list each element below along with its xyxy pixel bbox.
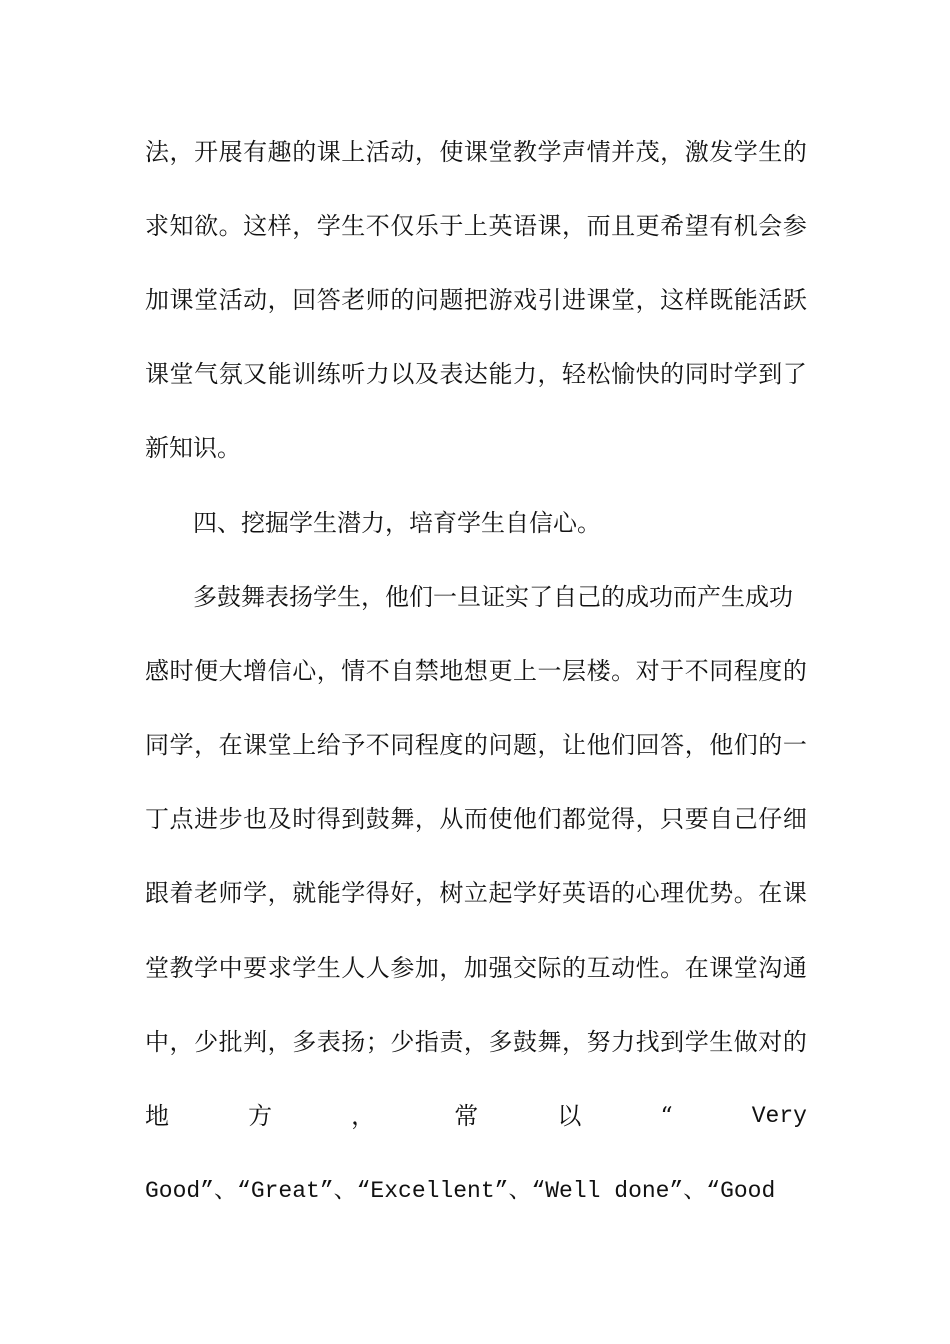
glyph: 时 (709, 360, 734, 388)
glyph: 轻 (562, 360, 587, 388)
glyph: 给 (316, 731, 341, 759)
glyph: 们 (611, 731, 636, 759)
glyph: 发 (709, 138, 734, 166)
glyph: 性 (635, 954, 660, 982)
glyph: 气 (194, 360, 219, 388)
paragraph-line (145, 285, 807, 315)
glyph: 参 (782, 212, 807, 240)
glyph: ， (439, 954, 464, 982)
glyph: 游 (488, 286, 513, 314)
glyph: 有 (243, 138, 268, 166)
glyph: 势 (709, 879, 734, 907)
glyph: 于 (439, 212, 464, 240)
glyph: 动 (611, 954, 636, 982)
glyph: 堂 (267, 731, 292, 759)
glyph: 。 (611, 657, 636, 685)
glyph: 的 (611, 879, 636, 907)
glyph: 细 (782, 805, 807, 833)
glyph: 责 (439, 1028, 464, 1056)
glyph: 生 (758, 138, 783, 166)
glyph: 人 (365, 954, 390, 982)
glyph: 课 (463, 138, 488, 166)
glyph: 加 (463, 954, 488, 982)
glyph: 大 (218, 657, 243, 685)
glyph: 展 (218, 138, 243, 166)
glyph: 进 (194, 805, 219, 833)
glyph: 理 (660, 879, 685, 907)
glyph: 语 (586, 879, 611, 907)
glyph: 而 (463, 805, 488, 833)
heading-text: 四、挖掘学生潜力，培育学生自信心。 (193, 509, 601, 537)
glyph: 同 (684, 360, 709, 388)
glyph: 着 (169, 879, 194, 907)
glyph: 好 (390, 879, 415, 907)
glyph: 同 (390, 731, 415, 759)
glyph: 氛 (218, 360, 243, 388)
glyph: 愉 (611, 360, 636, 388)
glyph: 能 (488, 360, 513, 388)
glyph: 力 (365, 360, 390, 388)
glyph: 通 (782, 954, 807, 982)
paragraph-line (145, 804, 807, 834)
glyph: 予 (341, 731, 366, 759)
glyph: 课 (586, 286, 611, 314)
glyph: 引 (537, 286, 562, 314)
glyph: 的 (782, 138, 807, 166)
glyph: 样 (684, 286, 709, 314)
glyph: 程 (414, 731, 439, 759)
glyph: 及 (267, 805, 292, 833)
paragraph-line (145, 730, 807, 760)
glyph: 能 (316, 879, 341, 907)
glyph: 答 (316, 286, 341, 314)
paragraph-first-line (193, 582, 855, 612)
glyph: ， (414, 805, 439, 833)
glyph: 少 (390, 1028, 415, 1056)
spread-line (145, 1101, 807, 1131)
glyph: 能 (267, 360, 292, 388)
glyph: 加 (145, 286, 169, 314)
glyph: 只 (660, 805, 685, 833)
glyph: 法 (145, 138, 169, 166)
glyph: 也 (243, 805, 268, 833)
glyph: 加 (414, 954, 439, 982)
glyph: 既 (709, 286, 734, 314)
line-text: 多鼓舞表扬学生，他们一旦证实了自己的成功而产生成功 (193, 583, 793, 611)
glyph: 程 (733, 657, 758, 685)
glyph: 更 (635, 212, 660, 240)
glyph: 堂 (611, 286, 636, 314)
word: 常 (454, 1102, 479, 1130)
glyph: 舞 (390, 805, 415, 833)
glyph: 了 (782, 360, 807, 388)
glyph: ， (635, 805, 660, 833)
glyph: 这 (660, 286, 685, 314)
glyph: 要 (684, 805, 709, 833)
glyph: 答 (660, 731, 685, 759)
glyph: 课 (709, 954, 734, 982)
glyph: 扬 (341, 1028, 366, 1056)
glyph: 立 (463, 879, 488, 907)
glyph: 更 (488, 657, 513, 685)
glyph: 优 (684, 879, 709, 907)
word: ， (351, 1102, 376, 1130)
glyph: 找 (635, 1028, 660, 1056)
glyph: 听 (341, 360, 366, 388)
glyph: 得 (611, 805, 636, 833)
glyph: 乐 (414, 212, 439, 240)
glyph: 活 (218, 286, 243, 314)
glyph: 得 (316, 805, 341, 833)
glyph: 问 (414, 286, 439, 314)
glyph: 跟 (145, 879, 169, 907)
glyph: 让 (562, 731, 587, 759)
glyph: ， (562, 212, 587, 240)
glyph: 批 (218, 1028, 243, 1056)
glyph: 达 (463, 360, 488, 388)
glyph: 的 (292, 138, 317, 166)
glyph: 自 (709, 805, 734, 833)
glyph: ， (414, 138, 439, 166)
glyph: 就 (292, 879, 317, 907)
glyph: 他 (586, 731, 611, 759)
glyph: 强 (488, 954, 513, 982)
glyph: 度 (758, 657, 783, 685)
glyph: 的 (782, 657, 807, 685)
glyph: 上 (463, 212, 488, 240)
glyph: 及 (414, 360, 439, 388)
paragraph-line (145, 878, 807, 908)
glyph: 丁 (145, 805, 169, 833)
glyph: 的 (660, 360, 685, 388)
paragraph-line (145, 211, 807, 241)
glyph: 堂 (194, 286, 219, 314)
glyph: ， (537, 360, 562, 388)
glyph: 希 (660, 212, 685, 240)
glyph: 教 (169, 954, 194, 982)
glyph: 层 (562, 657, 587, 685)
line-text: Good”、“Great”、“Excellent”、“Well done”、“Good (145, 1178, 776, 1204)
glyph: 激 (684, 138, 709, 166)
glyph: 动 (243, 286, 268, 314)
glyph: 信 (267, 657, 292, 685)
glyph: 生 (316, 954, 341, 982)
paragraph-line (145, 1027, 807, 1057)
word: 方 (248, 1102, 273, 1130)
glyph: 老 (194, 879, 219, 907)
glyph: 欲 (194, 212, 219, 240)
glyph: 学 (512, 879, 537, 907)
glyph: 同 (145, 731, 169, 759)
glyph: 课 (782, 879, 807, 907)
glyph: 上 (512, 657, 537, 685)
glyph: 学 (733, 138, 758, 166)
glyph: 的 (463, 731, 488, 759)
glyph: 的 (758, 731, 783, 759)
glyph: 一 (782, 731, 807, 759)
glyph: 趣 (267, 138, 292, 166)
glyph: ， (537, 731, 562, 759)
glyph: 努 (586, 1028, 611, 1056)
glyph: 起 (488, 879, 513, 907)
glyph: 堂 (488, 138, 513, 166)
glyph: 在 (684, 954, 709, 982)
glyph: 题 (512, 731, 537, 759)
glyph: 表 (316, 1028, 341, 1056)
glyph: 语 (512, 212, 537, 240)
glyph: 英 (562, 879, 587, 907)
glyph: 在 (758, 879, 783, 907)
glyph: 己 (733, 805, 758, 833)
paragraph-line (145, 359, 807, 389)
glyph: 自 (390, 657, 415, 685)
glyph: 度 (439, 731, 464, 759)
paragraph-line (145, 137, 807, 167)
glyph: 并 (611, 138, 636, 166)
glyph: 的 (562, 954, 587, 982)
glyph: 于 (660, 657, 685, 685)
glyph: 有 (709, 212, 734, 240)
glyph: 练 (316, 360, 341, 388)
glyph: 回 (635, 731, 660, 759)
glyph: 上 (292, 731, 317, 759)
glyph: 堂 (145, 954, 169, 982)
glyph: 仔 (758, 805, 783, 833)
glyph: 跃 (782, 286, 807, 314)
glyph: 会 (758, 212, 783, 240)
glyph: 课 (243, 731, 268, 759)
glyph: 鼓 (365, 805, 390, 833)
glyph: 都 (562, 805, 587, 833)
glyph: ， (463, 1028, 488, 1056)
glyph: 学 (684, 1028, 709, 1056)
glyph: 活 (758, 286, 783, 314)
glyph: 互 (586, 954, 611, 982)
glyph: 训 (292, 360, 317, 388)
glyph: 鼓 (512, 1028, 537, 1056)
glyph: 又 (243, 360, 268, 388)
word: 地 (145, 1102, 169, 1130)
glyph: 松 (586, 360, 611, 388)
glyph: 心 (292, 657, 317, 685)
glyph: 在 (218, 731, 243, 759)
paragraph-line (145, 656, 807, 686)
glyph: 地 (439, 657, 464, 685)
glyph: 们 (733, 731, 758, 759)
glyph: 。 (660, 954, 685, 982)
glyph: 楼 (586, 657, 611, 685)
glyph: 的 (390, 286, 415, 314)
glyph: 中 (218, 954, 243, 982)
glyph: 戏 (512, 286, 537, 314)
glyph: ， (562, 1028, 587, 1056)
glyph: 把 (463, 286, 488, 314)
glyph: 不 (365, 731, 390, 759)
glyph: ， (635, 286, 660, 314)
glyph: 样 (267, 212, 292, 240)
glyph: 表 (439, 360, 464, 388)
glyph: 课 (169, 286, 194, 314)
glyph: 他 (709, 731, 734, 759)
glyph: 从 (439, 805, 464, 833)
glyph: ， (267, 879, 292, 907)
glyph: ， (169, 138, 194, 166)
glyph: 。 (218, 212, 243, 240)
glyph: 步 (218, 805, 243, 833)
glyph: 觉 (586, 805, 611, 833)
glyph: 交 (512, 954, 537, 982)
glyph: 机 (733, 212, 758, 240)
glyph: 而 (586, 212, 611, 240)
glyph: 课 (145, 360, 169, 388)
glyph: 学 (733, 360, 758, 388)
glyph: 力 (611, 1028, 636, 1056)
glyph: 沟 (758, 954, 783, 982)
glyph: 开 (194, 138, 219, 166)
glyph: 学 (341, 879, 366, 907)
glyph: 人 (341, 954, 366, 982)
glyph: 情 (341, 657, 366, 685)
paragraph-line (145, 433, 807, 463)
glyph: 得 (365, 879, 390, 907)
word: 以 (557, 1102, 582, 1130)
glyph: 少 (194, 1028, 219, 1056)
glyph: 以 (390, 360, 415, 388)
glyph: 堂 (169, 360, 194, 388)
glyph: 仅 (390, 212, 415, 240)
glyph: 一 (537, 657, 562, 685)
glyph: 力 (512, 360, 537, 388)
glyph: 能 (733, 286, 758, 314)
glyph: 判 (243, 1028, 268, 1056)
glyph: 且 (611, 212, 636, 240)
glyph: ， (169, 1028, 194, 1056)
glyph: 使 (439, 138, 464, 166)
glyph: 禁 (414, 657, 439, 685)
glyph: 学 (316, 212, 341, 240)
glyph: 动 (390, 138, 415, 166)
glyph: 不 (365, 657, 390, 685)
glyph: 快 (635, 360, 660, 388)
glyph: 到 (660, 1028, 685, 1056)
glyph: 回 (292, 286, 317, 314)
glyph: 求 (145, 212, 169, 240)
glyph: ， (684, 731, 709, 759)
glyph: 。 (733, 879, 758, 907)
glyph: 心 (635, 879, 660, 907)
glyph: 活 (365, 138, 390, 166)
glyph: 参 (390, 954, 415, 982)
glyph: 师 (218, 879, 243, 907)
glyph: 树 (439, 879, 464, 907)
glyph: 增 (243, 657, 268, 685)
glyph: ， (194, 731, 219, 759)
glyph: 茂 (635, 138, 660, 166)
glyph: 学 (292, 954, 317, 982)
glyph: 生 (709, 1028, 734, 1056)
glyph: 中 (145, 1028, 169, 1056)
glyph: 生 (341, 212, 366, 240)
glyph: 老 (341, 286, 366, 314)
glyph: ， (660, 138, 685, 166)
glyph: 好 (537, 879, 562, 907)
glyph: ， (267, 1028, 292, 1056)
glyph: 堂 (733, 954, 758, 982)
glyph: 便 (194, 657, 219, 685)
glyph: 知 (169, 212, 194, 240)
glyph: 他 (512, 805, 537, 833)
glyph: 们 (537, 805, 562, 833)
glyph: 不 (684, 657, 709, 685)
glyph: ， (267, 286, 292, 314)
glyph: 的 (782, 1028, 807, 1056)
line-text: 新知识。 (145, 434, 241, 462)
paragraph-line (145, 1176, 807, 1206)
glyph: 要 (243, 954, 268, 982)
paragraph-line (145, 953, 807, 983)
glyph: 课 (316, 138, 341, 166)
glyph: 对 (635, 657, 660, 685)
glyph: 问 (488, 731, 513, 759)
glyph: 不 (365, 212, 390, 240)
glyph: 做 (733, 1028, 758, 1056)
glyph: 时 (292, 805, 317, 833)
glyph: 求 (267, 954, 292, 982)
glyph: 学 (243, 879, 268, 907)
glyph: 点 (169, 805, 194, 833)
glyph: 学 (169, 731, 194, 759)
glyph: 进 (562, 286, 587, 314)
glyph: 多 (292, 1028, 317, 1056)
glyph: 多 (488, 1028, 513, 1056)
glyph: 上 (341, 138, 366, 166)
glyph: 情 (586, 138, 611, 166)
glyph: 学 (537, 138, 562, 166)
glyph: 声 (562, 138, 587, 166)
word: Very (751, 1103, 807, 1129)
glyph: ， (316, 657, 341, 685)
glyph: 这 (243, 212, 268, 240)
glyph: 舞 (537, 1028, 562, 1056)
glyph: 际 (537, 954, 562, 982)
word: “ (660, 1102, 673, 1130)
glyph: 师 (365, 286, 390, 314)
glyph: 学 (194, 954, 219, 982)
glyph: 教 (512, 138, 537, 166)
glyph: 望 (684, 212, 709, 240)
glyph: 英 (488, 212, 513, 240)
glyph: 使 (488, 805, 513, 833)
glyph: 时 (169, 657, 194, 685)
glyph: ， (292, 212, 317, 240)
glyph: 对 (758, 1028, 783, 1056)
glyph: 同 (709, 657, 734, 685)
glyph: ， (414, 879, 439, 907)
section-heading (193, 508, 855, 538)
glyph: 感 (145, 657, 169, 685)
glyph: 指 (414, 1028, 439, 1056)
glyph: 到 (758, 360, 783, 388)
glyph: 课 (537, 212, 562, 240)
glyph: 想 (463, 657, 488, 685)
glyph: 到 (341, 805, 366, 833)
glyph: 题 (439, 286, 464, 314)
glyph: ； (365, 1028, 390, 1056)
